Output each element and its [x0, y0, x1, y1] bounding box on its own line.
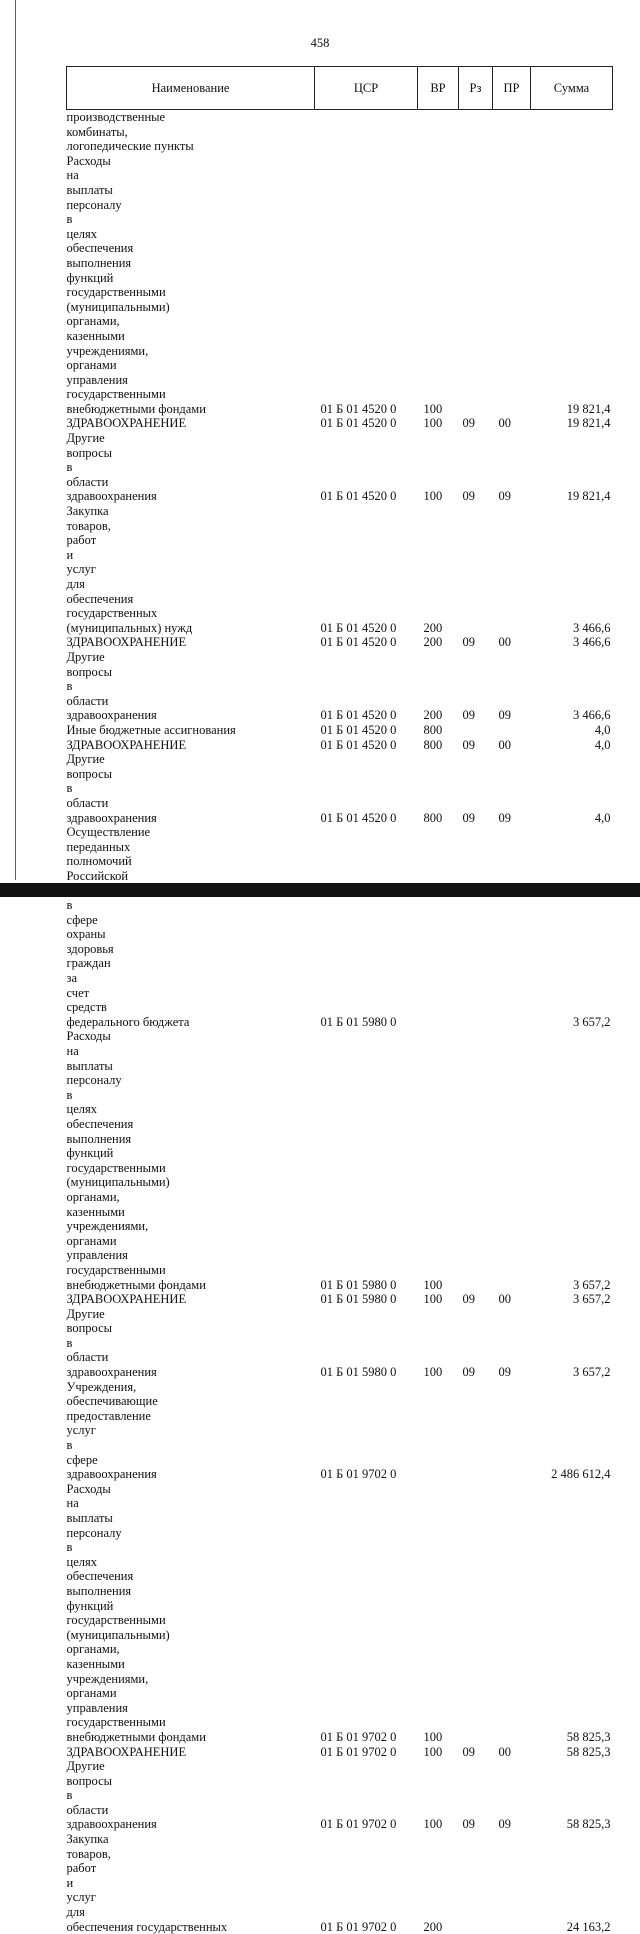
row-sum-cell: 3 657,2	[531, 1292, 613, 1307]
row-vr-cell: 100	[418, 1307, 459, 1380]
row-name-line: здравоохранения	[67, 811, 315, 826]
row-name-line: органами управления государственными	[67, 1686, 315, 1730]
row-vr-cell: 200	[418, 504, 459, 635]
row-csr-cell: 01 Б 01 9702 0	[315, 1482, 418, 1745]
row-rz-cell	[459, 1832, 493, 1934]
row-pr-cell	[493, 154, 531, 417]
row-name-line: обеспечения государственных	[67, 592, 315, 621]
row-name-line: обеспечения выполнения функций	[67, 1569, 315, 1613]
row-name-line: ЗДРАВООХРАНЕНИЕ	[67, 738, 315, 753]
row-name-cell	[67, 825, 315, 1029]
row-name-cell	[67, 1759, 315, 1832]
row-name-line: Другие вопросы в области	[67, 431, 315, 489]
row-csr-cell: 01 Б 01 5980 0	[315, 825, 418, 1029]
table-row	[67, 723, 613, 738]
row-vr-cell: 100	[418, 1745, 459, 1760]
row-csr-cell: 01 Б 01 5980 0	[315, 1292, 418, 1307]
row-vr-cell: 100	[418, 1759, 459, 1832]
table-row	[67, 1029, 613, 1292]
row-sum-cell: 58 825,3	[531, 1482, 613, 1745]
row-csr-cell: 01 Б 01 4520 0	[315, 431, 418, 504]
row-sum-cell: 58 825,3	[531, 1745, 613, 1760]
row-name-cell	[67, 650, 315, 723]
row-sum-cell: 3 466,6	[531, 650, 613, 723]
row-name-line: Другие вопросы в области	[67, 650, 315, 708]
row-pr-cell: 09	[493, 1307, 531, 1380]
row-name-line: Учреждения, обеспечивающие	[67, 1380, 315, 1409]
row-rz-cell	[459, 1482, 493, 1745]
row-name-line: государственными (муниципальными)	[67, 285, 315, 314]
table-row	[67, 1832, 613, 1934]
row-rz-cell: 09	[459, 1307, 493, 1380]
row-name-line: Другие вопросы в области	[67, 1759, 315, 1817]
row-sum-cell: 3 466,6	[531, 635, 613, 650]
row-pr-cell	[493, 110, 531, 154]
page-bottom-bar	[0, 883, 640, 897]
row-pr-cell: 00	[493, 1292, 531, 1307]
row-rz-cell: 09	[459, 416, 493, 431]
row-sum-cell: 19 821,4	[531, 416, 613, 431]
row-csr-cell: 01 Б 01 4520 0	[315, 723, 418, 738]
row-name-cell	[67, 504, 315, 635]
row-rz-cell	[459, 504, 493, 635]
row-pr-cell: 09	[493, 431, 531, 504]
row-name-line: государственными (муниципальными)	[67, 1161, 315, 1190]
row-csr-cell: 01 Б 01 4520 0	[315, 650, 418, 723]
row-name-line: внебюджетными фондами	[67, 1278, 315, 1293]
row-sum-cell: 4,0	[531, 723, 613, 738]
row-name-line: производственные комбинаты,	[67, 110, 315, 139]
row-rz-cell: 09	[459, 1745, 493, 1760]
row-name-line: обеспечения выполнения функций	[67, 1117, 315, 1161]
row-name-cell	[67, 1482, 315, 1745]
row-name-line: Другие вопросы в области	[67, 752, 315, 810]
table-body	[67, 110, 613, 1934]
row-sum-cell: 3 657,2	[531, 825, 613, 1029]
header-vr: ВР	[418, 67, 459, 110]
header-pr: ПР	[493, 67, 531, 110]
table-row	[67, 1482, 613, 1745]
row-pr-cell	[493, 1380, 531, 1482]
row-pr-cell: 00	[493, 635, 531, 650]
row-csr-cell: 01 Б 01 9702 0	[315, 1745, 418, 1760]
row-name-cell	[67, 1292, 315, 1307]
row-sum-cell: 4,0	[531, 738, 613, 753]
row-vr-cell: 100	[418, 1029, 459, 1292]
row-pr-cell: 09	[493, 1759, 531, 1832]
row-name-line: Закупка товаров, работ и услуг для	[67, 504, 315, 592]
row-sum-cell: 19 821,4	[531, 154, 613, 417]
row-vr-cell: 800	[418, 752, 459, 825]
row-pr-cell: 09	[493, 650, 531, 723]
row-vr-cell: 200	[418, 650, 459, 723]
table-row	[67, 752, 613, 825]
table-row	[67, 1292, 613, 1307]
row-csr-cell: 01 Б 01 4520 0	[315, 504, 418, 635]
row-pr-cell: 00	[493, 738, 531, 753]
row-pr-cell	[493, 1482, 531, 1745]
row-name-cell	[67, 752, 315, 825]
row-name-line: ЗДРАВООХРАНЕНИЕ	[67, 1745, 315, 1760]
row-name-cell	[67, 154, 315, 417]
header-rz: Рз	[459, 67, 493, 110]
row-csr-cell: 01 Б 01 5980 0	[315, 1029, 418, 1292]
row-csr-cell: 01 Б 01 9702 0	[315, 1759, 418, 1832]
row-rz-cell	[459, 1380, 493, 1482]
row-pr-cell: 09	[493, 752, 531, 825]
row-rz-cell: 09	[459, 635, 493, 650]
table-row	[67, 635, 613, 650]
row-sum-cell: 24 163,2	[531, 1832, 613, 1934]
row-rz-cell	[459, 154, 493, 417]
row-csr-cell: 01 Б 01 5980 0	[315, 1307, 418, 1380]
row-name-line: здравоохранения	[67, 1365, 315, 1380]
row-rz-cell: 09	[459, 1759, 493, 1832]
row-pr-cell	[493, 504, 531, 635]
row-name-line: Осуществление переданных полномочий	[67, 825, 315, 869]
row-name-line: государственными (муниципальными)	[67, 1613, 315, 1642]
row-name-line: (муниципальных) нужд	[67, 621, 315, 636]
row-vr-cell: 100	[418, 1482, 459, 1745]
row-sum-cell: 4,0	[531, 752, 613, 825]
row-pr-cell: 00	[493, 1745, 531, 1760]
table-row	[67, 154, 613, 417]
row-sum-cell: 3 466,6	[531, 504, 613, 635]
row-name-line: Расходы на выплаты персоналу в целях	[67, 1482, 315, 1570]
row-name-cell	[67, 431, 315, 504]
row-name-line: федерального бюджета	[67, 1015, 315, 1030]
row-vr-cell: 100	[418, 1292, 459, 1307]
row-name-cell	[67, 723, 315, 738]
row-name-line: ЗДРАВООХРАНЕНИЕ	[67, 416, 315, 431]
row-name-line: логопедические пункты	[67, 139, 315, 154]
table-row	[67, 1759, 613, 1832]
row-rz-cell: 09	[459, 431, 493, 504]
row-name-line: здравоохранения	[67, 1467, 315, 1482]
row-rz-cell: 09	[459, 752, 493, 825]
row-name-line: Расходы на выплаты персоналу в целях	[67, 154, 315, 242]
row-rz-cell	[459, 825, 493, 1029]
row-name-cell	[67, 635, 315, 650]
row-csr-cell: 01 Б 01 4520 0	[315, 416, 418, 431]
table-row	[67, 1307, 613, 1380]
row-csr-cell: 01 Б 01 4520 0	[315, 154, 418, 417]
row-sum-cell: 19 821,4	[531, 431, 613, 504]
row-name-line: здравоохранения	[67, 1817, 315, 1832]
header-csr: ЦСР	[315, 67, 418, 110]
row-vr-cell: 100	[418, 416, 459, 431]
row-pr-cell: 00	[493, 416, 531, 431]
row-name-cell	[67, 738, 315, 753]
row-name-line: здравоохранения	[67, 708, 315, 723]
row-csr-cell	[315, 110, 418, 154]
row-csr-cell: 01 Б 01 9702 0	[315, 1832, 418, 1934]
row-rz-cell	[459, 723, 493, 738]
row-name-line: Российской в сфере охраны	[67, 869, 315, 942]
row-sum-cell: 3 657,2	[531, 1029, 613, 1292]
header-name: Наименование	[67, 67, 315, 110]
row-pr-cell	[493, 825, 531, 1029]
table-row	[67, 110, 613, 154]
row-csr-cell: 01 Б 01 4520 0	[315, 752, 418, 825]
row-name-line: предоставление услуг в сфере	[67, 1409, 315, 1467]
row-name-line: внебюджетными фондами	[67, 1730, 315, 1745]
row-name-line: Другие вопросы в области	[67, 1307, 315, 1365]
table-row	[67, 431, 613, 504]
table-row	[67, 738, 613, 753]
row-name-cell	[67, 416, 315, 431]
row-csr-cell: 01 Б 01 4520 0	[315, 635, 418, 650]
row-name-cell	[67, 1745, 315, 1760]
row-name-line: обеспечения выполнения функций	[67, 241, 315, 285]
row-name-line: здоровья граждан за счет средств	[67, 942, 315, 1015]
budget-table	[66, 66, 613, 1934]
row-name-line: органами управления государственными	[67, 1234, 315, 1278]
row-name-line: здравоохранения	[67, 489, 315, 504]
row-name-line: ЗДРАВООХРАНЕНИЕ	[67, 635, 315, 650]
row-vr-cell	[418, 825, 459, 1029]
row-csr-cell: 01 Б 01 9702 0	[315, 1380, 418, 1482]
row-name-cell	[67, 1832, 315, 1934]
row-vr-cell: 100	[418, 154, 459, 417]
row-vr-cell: 200	[418, 635, 459, 650]
page-number: 458	[0, 36, 640, 51]
row-rz-cell	[459, 1029, 493, 1292]
row-sum-cell	[531, 110, 613, 154]
table-row	[67, 416, 613, 431]
row-name-cell	[67, 110, 315, 154]
row-sum-cell: 58 825,3	[531, 1759, 613, 1832]
table-row	[67, 1380, 613, 1482]
row-vr-cell: 800	[418, 723, 459, 738]
table-row	[67, 1745, 613, 1760]
row-name-line: Закупка товаров, работ и услуг для	[67, 1832, 315, 1920]
table-row	[67, 504, 613, 635]
row-vr-cell	[418, 1380, 459, 1482]
row-rz-cell: 09	[459, 738, 493, 753]
row-vr-cell: 100	[418, 431, 459, 504]
row-name-cell	[67, 1380, 315, 1482]
header-sum: Сумма	[531, 67, 613, 110]
row-pr-cell	[493, 1832, 531, 1934]
row-csr-cell: 01 Б 01 4520 0	[315, 738, 418, 753]
row-name-line: органами управления государственными	[67, 358, 315, 402]
row-name-line: Расходы на выплаты персоналу в целях	[67, 1029, 315, 1117]
row-name-line: органами, казенными учреждениями,	[67, 1642, 315, 1686]
row-sum-cell: 3 657,2	[531, 1307, 613, 1380]
row-name-line: органами, казенными учреждениями,	[67, 314, 315, 358]
table-row	[67, 825, 613, 1029]
row-vr-cell	[418, 110, 459, 154]
row-pr-cell	[493, 723, 531, 738]
table-header-row	[67, 67, 613, 110]
page-left-edge	[15, 0, 16, 880]
row-vr-cell: 200	[418, 1832, 459, 1934]
table-row	[67, 650, 613, 723]
row-name-cell	[67, 1307, 315, 1380]
row-vr-cell: 800	[418, 738, 459, 753]
row-rz-cell	[459, 110, 493, 154]
row-name-line: органами, казенными учреждениями,	[67, 1190, 315, 1234]
row-name-line: ЗДРАВООХРАНЕНИЕ	[67, 1292, 315, 1307]
row-rz-cell: 09	[459, 1292, 493, 1307]
row-rz-cell: 09	[459, 650, 493, 723]
row-name-line: обеспечения государственных	[67, 1920, 315, 1934]
row-name-line: внебюджетными фондами	[67, 402, 315, 417]
row-sum-cell: 2 486 612,4	[531, 1380, 613, 1482]
row-pr-cell	[493, 1029, 531, 1292]
row-name-line: Иные бюджетные ассигнования	[67, 723, 315, 738]
row-name-cell	[67, 1029, 315, 1292]
